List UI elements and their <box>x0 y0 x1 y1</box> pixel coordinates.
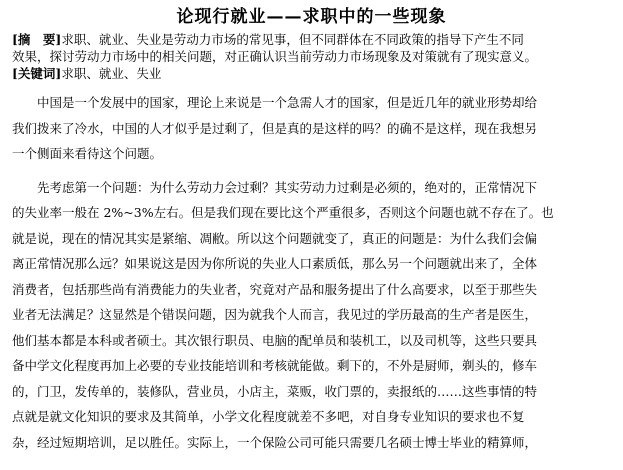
keywords-label: [关键词] <box>12 66 62 81</box>
paragraph-line: 他们基本都是本科或者硕士。其次银行职员、电脑的配单员和装机工，以及司机等，这些只要具 <box>12 332 538 348</box>
paragraph-line: 先考虑第一个问题：为什么劳动力会过剩？其实劳动力过剩是必须的，绝对的，正常情况下 <box>12 179 538 195</box>
paragraph-line: 离正常情况那么远？如果说这是因为你所说的失业人口素质低，那么另一个问题就出来了，全体 <box>12 256 538 271</box>
body-text <box>12 90 612 455</box>
paragraph-line: 的失业率一般在 2%~3%左右。但是我们现在要比这个严重很多，否则这个问题也就不存在了。也 <box>12 205 554 220</box>
keywords-text: 求职、就业、失业 <box>61 66 162 81</box>
paragraph-line: 中国是一个发展中的国家，理论上来说是一个急需人才的国家，但是近几年的就业形势却给 <box>12 95 538 110</box>
paragraph-line: 我们拨来了冷水，中国的人才似乎是过剩了，但是真的是这样的吗？的确不是这样，现在我想另 <box>12 120 538 136</box>
paragraph-line: 备中学文化程度再加上必要的专业技能培训和考核就能做。剩下的，不外是厨师，剃头的，修车 <box>12 358 538 373</box>
document-title: 论现行就业——求职中的一些现象 <box>176 7 447 27</box>
paragraph-line: 业者无法满足？这显然是个错误问题，因为就我个人而言，我见过的学历最高的生产者是医生， <box>12 307 538 322</box>
paragraph-line: 消费者，包括那些尚有消费能力的失业者，究竟对产品和服务提出了什么高要求，以至于那些失 <box>12 281 538 297</box>
paragraph-line: 就是说，现在的情况其实是紧缩、凋敝。所以这个问题就变了，真正的问题是：为什么我们会偏 <box>12 230 538 246</box>
paragraph-line: 点就是就文化知识的要求及其简单，小学文化程度就差不多吧，对自身专业知识的要求也不复 <box>12 409 525 424</box>
abstract-text: 效果，探讨劳动力市场中的相关问题，对正确认识当前劳动力市场现象及对策就有了现实意义。 <box>12 49 538 64</box>
paragraph-gap <box>12 167 612 175</box>
abstract-label: [摘 要] <box>12 32 62 47</box>
paragraph-line: 杂，经过短期培训，足以胜任。实际上，一个保险公司可能只需要几名硕士博士毕业的精算师， <box>12 434 538 450</box>
paragraph-line: 的，门卫，发传单的，装修队，营业员，小店主，菜贩，收门票的，卖报纸的……这些事情的特 <box>12 383 538 399</box>
abstract-section <box>12 31 614 82</box>
abstract-line <box>12 48 614 65</box>
keywords-line <box>12 65 614 82</box>
paragraph-line: 一个侧面来看待这个问题。 <box>12 146 163 161</box>
abstract-text: 求职、就业、失业是劳动力市场的常见事，但不同群体在不同政策的指导下产生不同 <box>61 32 524 47</box>
abstract-line <box>12 31 614 48</box>
